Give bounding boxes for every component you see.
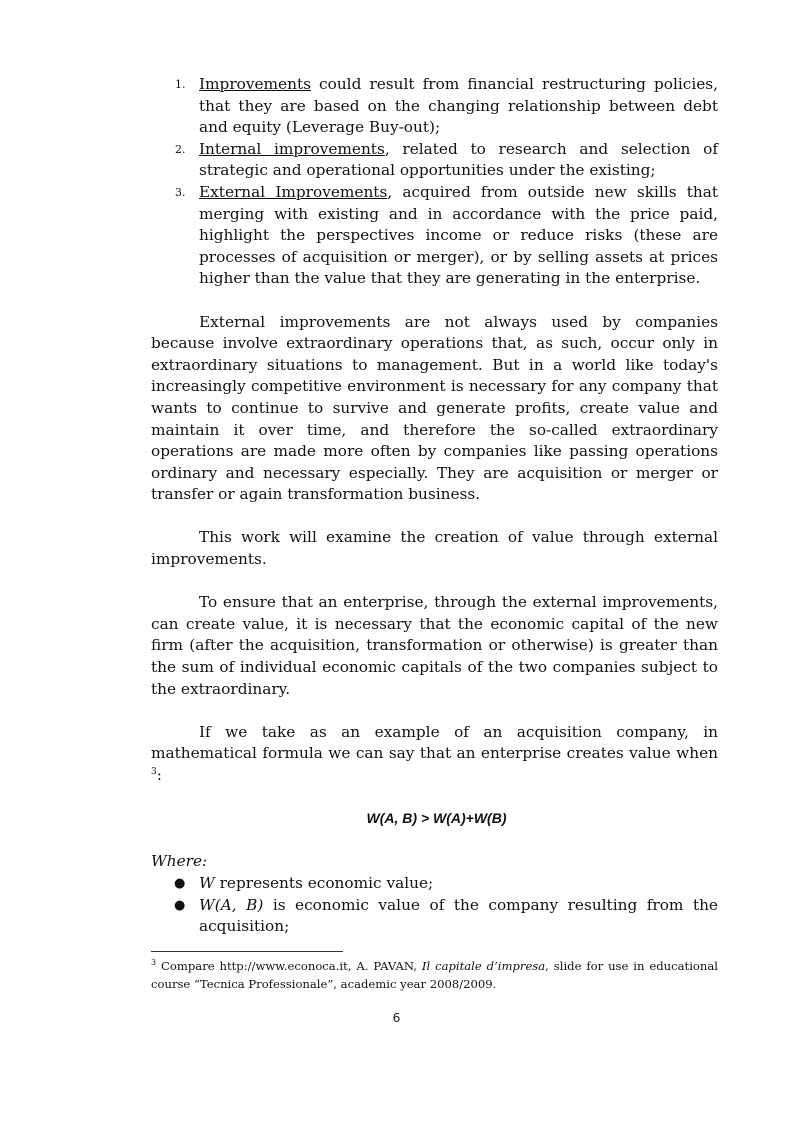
list-text: , related to research and selection of strategic and operational opportunities under the existing; [199, 139, 718, 180]
footnote-separator [151, 951, 343, 952]
paragraph-ensure-value: To ensure that an enterprise, through the external improvements, can create value, it is necessary that the economic capital of the new firm (after the acquisition, transformation or otherwise) is greater than the sum of individual economic capitals of the two companies subject to the extraordinary. [151, 593, 718, 698]
value-formula: W(A, B) > W(A)+W(B) [366, 810, 507, 827]
paragraph-this-work: This work will examine the creation of value through external improvements. [151, 528, 718, 569]
footnote-tail: , slide for use in educational course “Tecnica Professionale”, academic year 2008/2009. [151, 959, 718, 991]
footnote-lead: Compare http://www.econoca.it, A. PAVAN, [156, 959, 422, 973]
footnote [151, 957, 718, 993]
list-number: 1. [175, 78, 186, 91]
list-term: Internal improvements [199, 139, 385, 158]
list-term: External Improvements [199, 182, 388, 201]
list-item [151, 873, 718, 895]
list-number: 2. [175, 142, 186, 156]
definition-variable: W(A, B) [199, 895, 264, 914]
where-label: Where: [151, 852, 208, 871]
paragraph-example [151, 722, 718, 787]
list-item [151, 74, 718, 139]
bullet-icon: ● [174, 875, 186, 891]
definition-variable: W [199, 873, 215, 892]
list-number: 3. [175, 185, 186, 199]
page-body [151, 74, 718, 938]
definition-text: is economic value of the company resulting from the acquisition; [199, 895, 718, 936]
list-text: , acquired from outside new skills that merging with existing and in accordance with the price paid, highlight the perspectives income or reduce risks (these are processes of acquisition or merger), or by selling assets at prices higher than the value that they are generating in the enterprise. [199, 182, 718, 288]
definitions-list [151, 873, 718, 938]
paragraph-example-tail: : [156, 766, 162, 784]
list-item [151, 895, 718, 938]
page-number: 6 [392, 1010, 401, 1025]
paragraph-example-text: If we take as an example of an acquisition company, in mathematical formula we can say that an enterprise creates value when [151, 722, 718, 763]
list-item [151, 182, 718, 290]
paragraph-external-improvements: External improvements are not always used by companies because involve extraordinary operations that, as such, occur only in extraordinary situations to management. But in a world like today's increasingly competitive environment is necessary for any company that wants to continue to survive and generate profits, create value and maintain it over time, and therefore the so-called extraordinary operations are made more often by companies like passing operations ordinary and necessary especially. They are acquisition or merger or transfer or again transformation business. [151, 312, 718, 504]
bullet-icon: ● [174, 897, 186, 913]
footnote-title: Il capitale d’impresa [421, 959, 546, 973]
list-text: could result from financial restructuring policies, that they are based on the changing relationship between debt and equity (Leverage Buy-out); [199, 75, 718, 137]
footnote-reference[interactable]: 3 [151, 766, 157, 777]
footnote-number: 3 [151, 958, 157, 968]
list-term: Improvements [199, 75, 311, 93]
improvements-list [151, 74, 718, 290]
list-item [151, 139, 718, 182]
definition-text: represents economic value; [214, 873, 434, 892]
